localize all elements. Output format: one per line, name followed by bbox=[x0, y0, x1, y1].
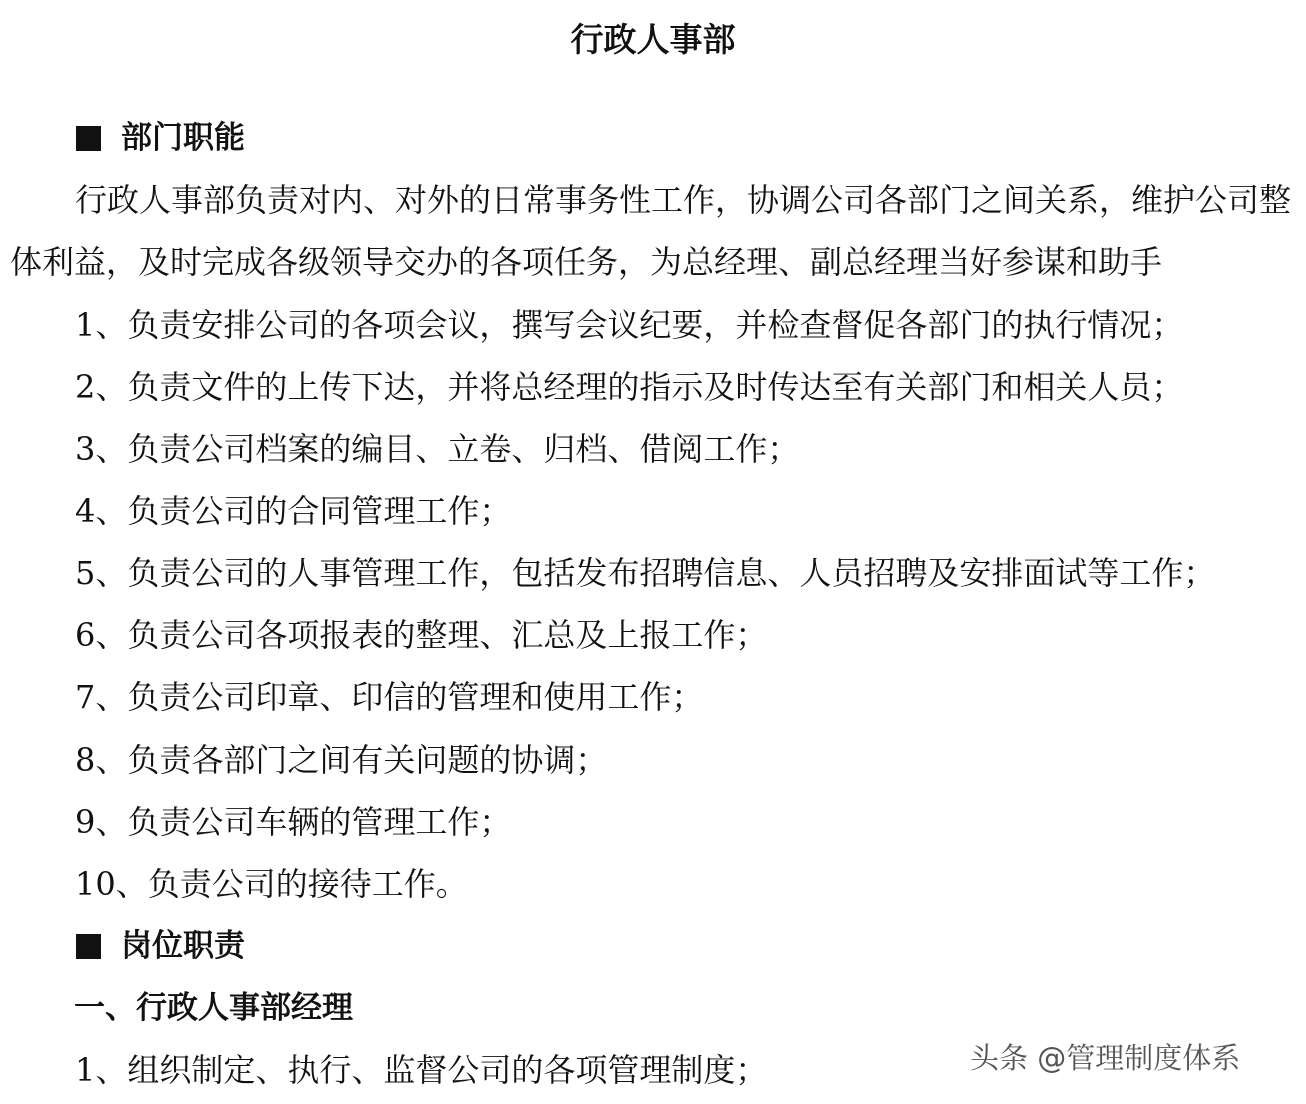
list-item: 2、负责文件的上传下达，并将总经理的指示及时传达至有关部门和相关人员； bbox=[75, 368, 1184, 406]
section-heading-label: 部门职能 bbox=[121, 120, 245, 156]
document-title: 行政人事部 bbox=[570, 20, 736, 59]
section-heading-functions bbox=[76, 118, 245, 158]
list-item: 6、负责公司各项报表的整理、汇总及上报工作； bbox=[75, 616, 768, 654]
list-item: 1、负责安排公司的各项会议，撰写会议纪要，并检查督促各部门的执行情况； bbox=[75, 306, 1184, 344]
list-item: 7、负责公司印章、印信的管理和使用工作； bbox=[75, 678, 704, 716]
intro-line: 体利益，及时完成各级领导交办的各项任务，为总经理、副总经理当好参谋和助手 bbox=[10, 243, 1163, 281]
list-item: 8、负责各部门之间有关问题的协调； bbox=[75, 741, 608, 779]
list-item: 1、组织制定、执行、监督公司的各项管理制度； bbox=[75, 1051, 768, 1089]
list-item: 10、负责公司的接待工作。 bbox=[75, 865, 468, 903]
list-item: 4、负责公司的合同管理工作； bbox=[75, 492, 512, 530]
section-heading-label: 岗位职责 bbox=[121, 928, 245, 964]
square-bullet-icon bbox=[76, 126, 101, 151]
section-heading-duties bbox=[76, 926, 245, 966]
subheading-manager: 一、行政人事部经理 bbox=[74, 990, 353, 1026]
square-bullet-icon bbox=[76, 934, 101, 959]
list-item: 3、负责公司档案的编目、立卷、归档、借阅工作； bbox=[75, 430, 800, 468]
watermark: 头条 @管理制度体系 bbox=[970, 1041, 1241, 1075]
list-item: 9、负责公司车辆的管理工作； bbox=[75, 803, 512, 841]
list-item: 5、负责公司的人事管理工作，包括发布招聘信息、人员招聘及安排面试等工作； bbox=[75, 554, 1216, 592]
intro-line: 行政人事部负责对内、对外的日常事务性工作，协调公司各部门之间关系，维护公司整 bbox=[75, 181, 1292, 219]
